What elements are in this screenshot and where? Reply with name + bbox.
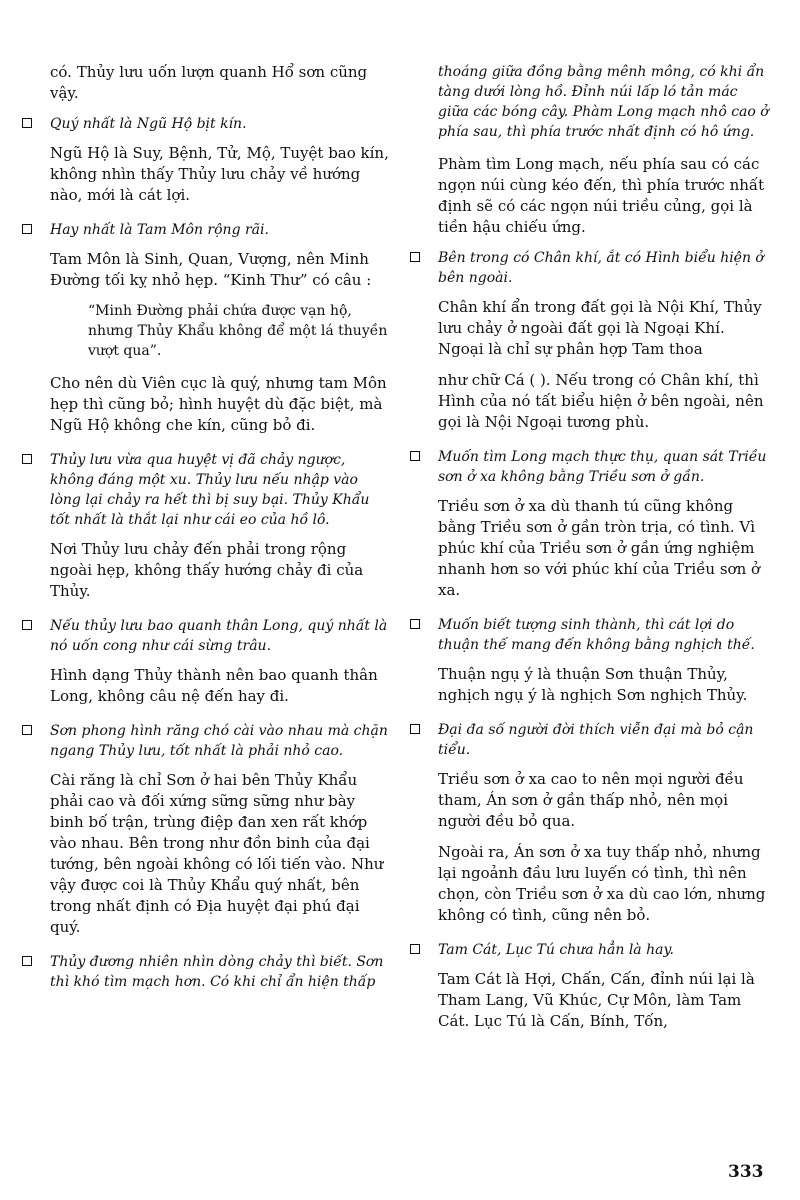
section [22,220,390,436]
section-heading: Sơn phong hình răng chó cài vào nhau mà chặn ngang Thủy lưu, tốt nhất là phải nhỏ cao. [50,723,388,759]
checkbox-bullet-icon [410,724,420,734]
section-heading: Tam Cát, Lục Tú chưa hẳn là hay. [438,942,674,958]
quotation: “Minh Đường phải chứa được vạn hộ, nhưng Thủy Khẩu không để một lá thuyền vượt qua”. [88,303,388,359]
section-heading: Đại đa số người đời thích viễn đại mà bỏ cận tiểu. [438,722,754,758]
checkbox-bullet-icon [410,451,420,461]
checkbox-bullet-icon [22,454,32,464]
section-heading: Muốn tìm Long mạch thực thụ, quan sát Triều sơn ở xa không bằng Triều sơn ở gần. [438,449,767,485]
paragraph: Nơi Thủy lưu chảy đến phải trong rộng ngoài hẹp, không thấy hướng chảy đi của Thủy. [50,540,364,600]
section [410,720,772,926]
paragraph: Thuận ngụ ý là thuận Sơn thuận Thủy, nghịch ngụ ý là nghịch Sơn nghịch Thủy. [438,665,748,704]
paragraph: Cho nên dù Viên cục là quý, nhưng tam Môn hẹp thì cũng bỏ; hình huyệt dù đặc biệt, mà Ngũ Hộ không che kín, cũng bỏ đi. [50,374,387,434]
paragraph: Triều sơn ở xa cao to nên mọi người đều tham, Án sơn ở gần thấp nhỏ, nên mọi người đều bỏ qua. [438,770,744,830]
checkbox-bullet-icon [410,252,420,262]
paragraph: Cài răng là chỉ Sơn ở hai bên Thủy Khẩu phải cao và đối xứng sững sững như bày binh bố trận, trùng điệp đan xen rất khớp vào nhau. Bên trong như đồn binh của đại tướng, bên ngoài không có lối tiến vào. Như vậy được coi là Thủy Khẩu quý nhất, bên trong nhất định có Địa huyệt đại phú đại quý. [50,771,384,936]
section-heading: Bên trong có Chân khí, ắt có Hình biểu hiện ở bên ngoài. [438,250,764,286]
paragraph: Tam Cát là Hợi, Chấn, Cấn, đỉnh núi lại là Tham Lang, Vũ Khúc, Cự Môn, làm Tam Cát. Lục Tú là Cấn, Bính, Tốn, [438,970,755,1030]
section [22,616,390,707]
paragraph: Phàm tìm Long mạch, nếu phía sau có các ngọn núi cùng kéo đến, thì phía trước nhất định sẽ có các ngọn núi triều củng, gọi là tiền hậu chiếu ứng. [438,155,765,236]
checkbox-bullet-icon [22,118,32,128]
paragraph: Tam Môn là Sinh, Quan, Vượng, nên Minh Đường tối kỵ nhỏ hẹp. “Kinh Thư” có câu : [50,250,372,289]
section [22,721,390,938]
left-column [22,62,390,1006]
section-heading: Muốn biết tượng sinh thành, thì cát lợi do thuận thế mang đến không bằng nghịch thế. [438,617,755,653]
section-heading: Thủy lưu vừa qua huyệt vị đã chảy ngược, không đáng một xu. Thủy lưu nếu nhập vào lòng lại chảy ra hết thì bị suy bại. Thủy Khẩu tốt nhất là thắt lại như cái eo của hồ lô. [50,452,370,528]
paragraph: Triều sơn ở xa dù thanh tú cũng không bằng Triều sơn ở gần tròn trịa, có tình. Vì phúc khí của Triều sơn ở gần ứng nghiệm nhanh hơn so với phúc khí của Triều sơn ở xa. [438,497,761,599]
section [410,248,772,433]
section [22,114,390,206]
paragraph: như chữ Cá ( ). Nếu trong có Chân khí, thì Hình của nó tất biểu hiện ở bên ngoài, nên gọi là Nội Ngoại tương phù. [438,371,764,431]
right-column [410,62,772,1046]
section [22,450,390,602]
paragraph: Hình dạng Thủy thành nên bao quanh thân Long, không câu nệ đến hay đi. [50,666,378,705]
paragraph: Ngoài ra, Án sơn ở xa tuy thấp nhỏ, nhưng lại ngoảnh đầu lưu luyến có tình, thì nên chọn, còn Triều sơn ở xa dù cao lớn, nhưng không có tình, cũng nên bỏ. [438,843,766,924]
paragraph: có. Thủy lưu uốn lượn quanh Hổ sơn cũng vậy. [50,63,368,102]
section [22,952,390,992]
checkbox-bullet-icon [410,619,420,629]
checkbox-bullet-icon [22,224,32,234]
checkbox-bullet-icon [22,725,32,735]
paragraph: Ngũ Hộ là Suy, Bệnh, Tử, Mộ, Tuyệt bao kín, không nhìn thấy Thủy lưu chảy về hướng nào, mới là cát lợi. [50,144,389,204]
section-heading-continued: thoáng giữa đồng bằng mênh mông, có khi ẩn tàng dưới lòng hồ. Đỉnh núi lấp ló tản mác giữa các bóng cây. Phàm Long mạch nhô cao ở phía sau, thì phía trước nhất định có hô ứng. [438,64,769,140]
checkbox-bullet-icon [22,620,32,630]
section [410,940,772,1032]
section [410,615,772,706]
page-number: 333 [728,1162,764,1182]
section-heading: Nếu thủy lưu bao quanh thân Long, quý nhất là nó uốn cong như cái sừng trâu. [50,618,388,654]
checkbox-bullet-icon [410,944,420,954]
checkbox-bullet-icon [22,956,32,966]
paragraph: Chân khí ẩn trong đất gọi là Nội Khí, Thủy lưu chảy ở ngoài đất gọi là Ngoại Khí. Ngoại là chỉ sự phân hợp Tam thoa [438,298,762,358]
section-heading: Thủy đương nhiên nhìn dòng chảy thì biết. Sơn thì khó tìm mạch hơn. Có khi chỉ ẩn hiện thấp [50,954,384,990]
section [410,447,772,601]
section-heading: Hay nhất là Tam Môn rộng rãi. [50,222,269,238]
section-heading: Quý nhất là Ngũ Hộ bịt kín. [50,116,247,132]
